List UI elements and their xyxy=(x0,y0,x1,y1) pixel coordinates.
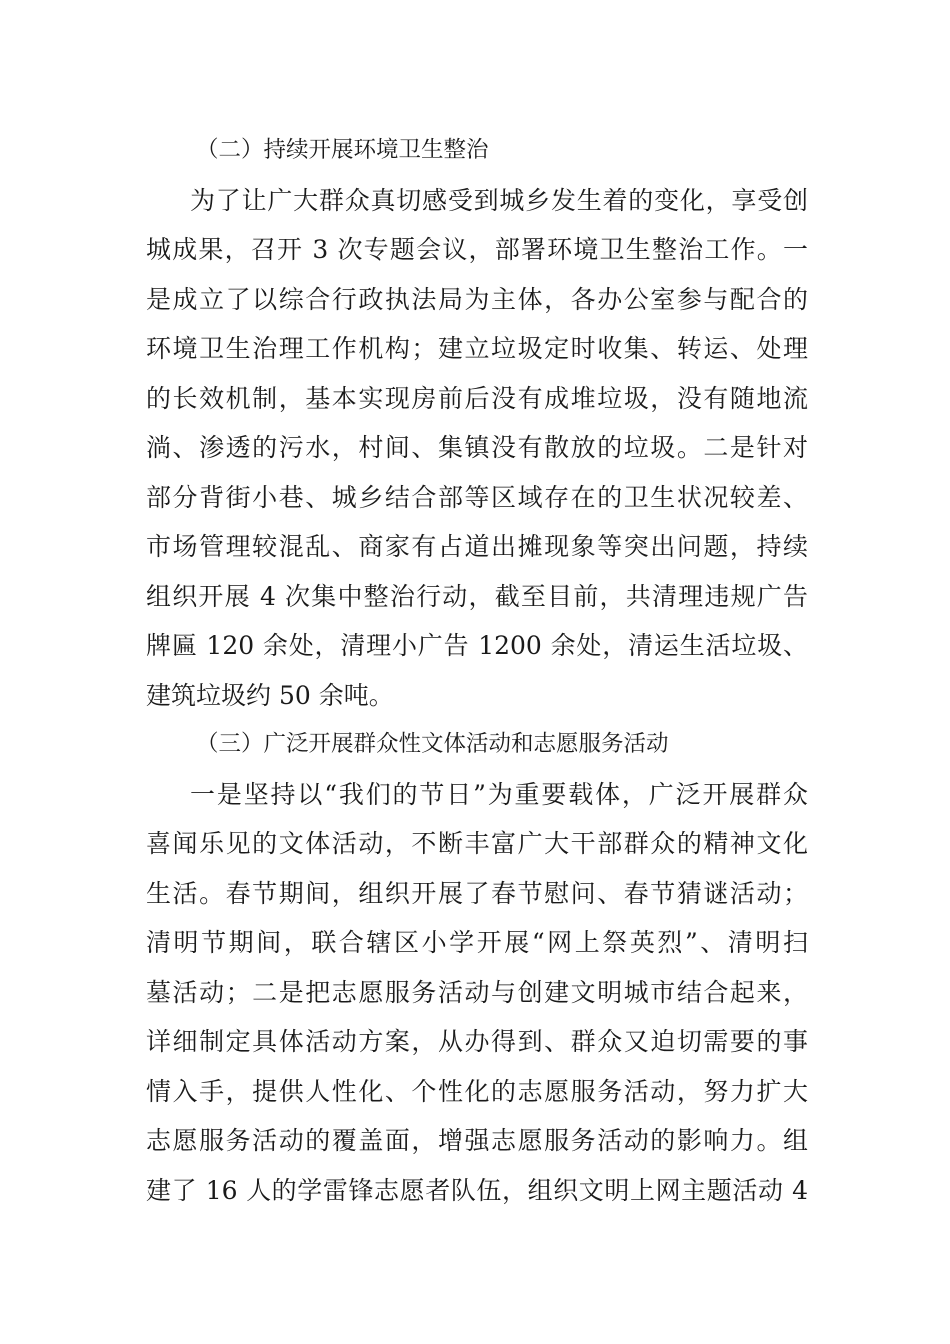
text-line: 牌匾 120 余处，清理小广告 1200 余处，清运生活垃圾、 xyxy=(146,631,808,660)
text-line: 生活。春节期间，组织开展了春节慰问、春节猜谜活动； xyxy=(146,878,808,908)
text-line: 组织开展 4 次集中整治行动，截至目前，共清理违规广告 xyxy=(146,581,808,611)
text-line: 喜闻乐见的文体活动，不断丰富广大干部群众的精神文化 xyxy=(146,829,808,858)
text-line: 的长效机制，基本实现房前后没有成堆垃圾，没有随地流 xyxy=(146,383,808,413)
section-heading-activities: （三）广泛开展群众性文体活动和志愿服务活动 xyxy=(196,731,669,757)
text-line: 建了 16 人的学雷锋志愿者队伍，组织文明上网主题活动 4 xyxy=(146,1175,808,1205)
text-line: 详细制定具体活动方案，从办得到、群众又迫切需要的事 xyxy=(146,1027,808,1056)
document-page xyxy=(146,126,808,1215)
text-line: 情入手，提供人性化、个性化的志愿服务活动，努力扩大 xyxy=(146,1076,808,1106)
text-line: 志愿服务活动的覆盖面，增强志愿服务活动的影响力。组 xyxy=(146,1126,808,1155)
text-line: 清明节期间，联合辖区小学开展“网上祭英烈”、清明扫 xyxy=(146,928,808,957)
text-line: 部分背街小巷、城乡结合部等区域存在的卫生状况较差、 xyxy=(146,482,808,512)
text-line: 一是坚持以“我们的节日”为重要载体，广泛开展群众 xyxy=(190,779,808,809)
paragraph-activities xyxy=(146,770,808,1216)
text-line: 墓活动；二是把志愿服务活动与创建文明城市结合起来， xyxy=(146,977,808,1007)
text-line: 淌、渗透的污水，村间、集镇没有散放的垃圾。二是针对 xyxy=(146,433,808,462)
text-line: 城成果，召开 3 次专题会议，部署环境卫生整治工作。一 xyxy=(146,235,808,264)
text-line: 是成立了以综合行政执法局为主体，各办公室参与配合的 xyxy=(146,284,808,314)
text-line: 建筑垃圾约 50 余吨。 xyxy=(146,680,394,710)
text-line: 市场管理较混乱、商家有占道出摊现象等突出问题，持续 xyxy=(146,532,808,561)
section-heading-environment: （二）持续开展环境卫生整治 xyxy=(196,137,489,163)
text-line: 环境卫生治理工作机构；建立垃圾定时收集、转运、处理 xyxy=(146,334,808,363)
text-line: 为了让广大群众真切感受到城乡发生着的变化，享受创 xyxy=(190,185,808,215)
paragraph-environment xyxy=(146,176,808,721)
